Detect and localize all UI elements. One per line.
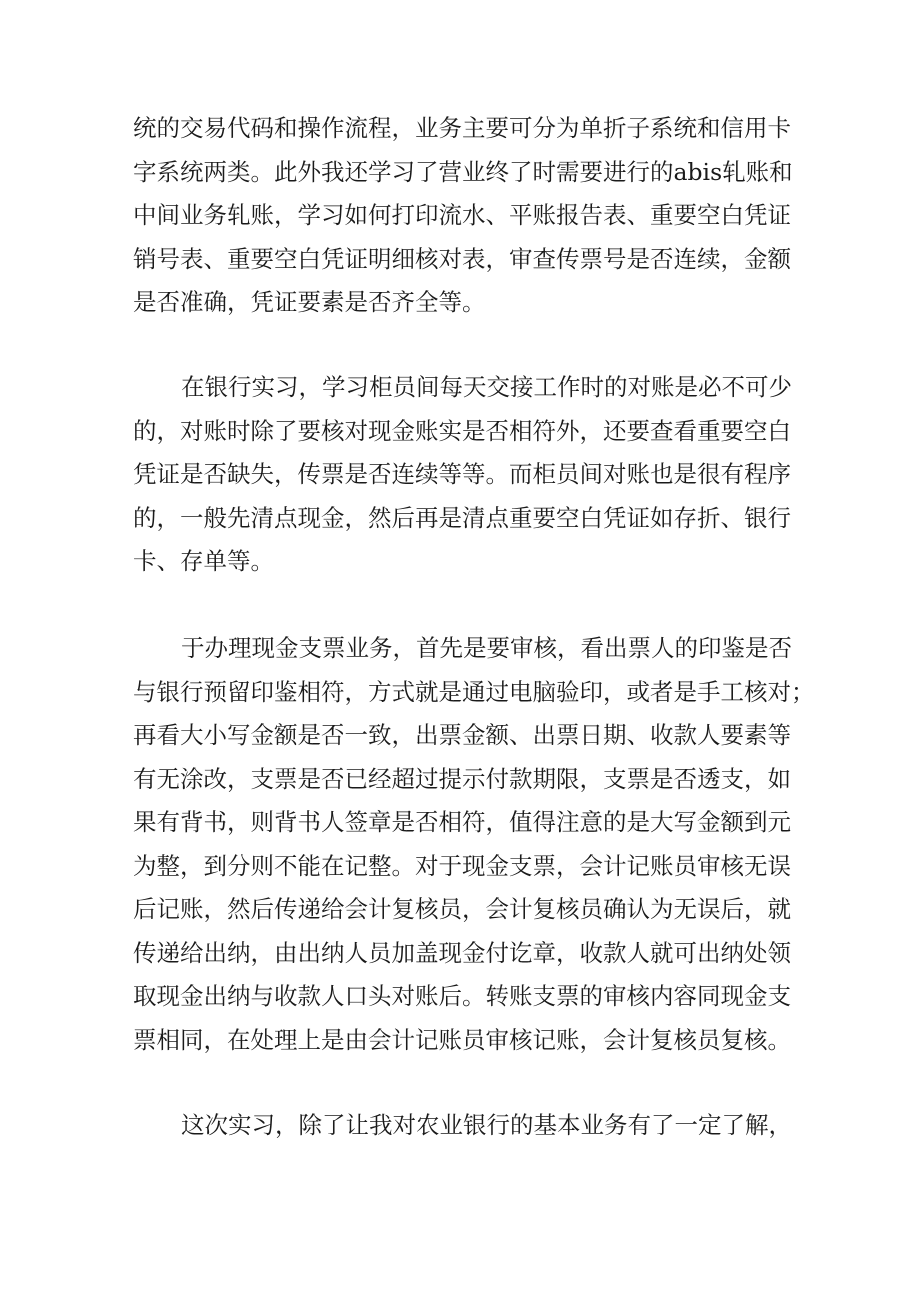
text-line: 为整，到分则不能在记整。对于现金支票，会计记账员审核无误 [133,851,791,880]
text-line: 票相同，在处理上是由会计记账员审核记账，会计复核员复核。 [133,1025,791,1054]
text-line: 销号表、重要空白凭证明细核对表，审查传票号是否连续，金额 [133,244,791,273]
text-line: 中间业务轧账，学习如何打印流水、平账报告表、重要空白凭证 [133,201,791,229]
text-line: 的，对账时除了要核对现金账实是否相符外，还要查看重要空白 [133,416,791,445]
text-line: 再看大小写金额是否一致，出票金额、出票日期、收款人要素等 [133,721,791,749]
text-line: 于办理现金支票业务，首先是要审核，看出票人的印鉴是否 [181,634,792,662]
text-line: 凭证是否缺失，传票是否连续等等。而柜员间对账也是很有程序 [133,460,791,488]
text-line: 果有背书，则背书人签章是否相符，值得注意的是大写金额到元 [133,808,791,836]
text-line: 传递给出纳，由出纳人员加盖现金付讫章，收款人就可出纳处领 [133,938,791,967]
text-line: 取现金出纳与收款人口头对账后。转账支票的审核内容同现金支 [133,982,791,1010]
text-line: 的，一般先清点现金，然后再是清点重要空白凭证如存折、银行 [133,503,791,532]
text-line: 字系统两类。此外我还学习了营业终了时需要进行的abis轧账和 [133,157,793,186]
text-line: 后记账，然后传递给会计复核员，会计复核员确认为无误后，就 [133,895,791,923]
text-line: 是否准确，凭证要素是否齐全等。 [133,288,486,316]
paragraph-1 [133,107,793,325]
paragraph-3 [133,627,815,1062]
text-line: 在银行实习，学习柜员间每天交接工作时的对账是必不可少 [181,373,792,401]
text-line: 有无涂改，支票是否已经超过提示付款期限，支票是否透支，如 [133,764,791,793]
paragraph-2 [133,366,793,584]
text-line: 卡、存单等。 [133,547,274,575]
text-line: 统的交易代码和操作流程，业务主要可分为单折子系统和信用卡 [133,114,791,142]
text-line: 与银行预留印鉴相符，方式就是通过电脑验印，或者是手工核对； [133,677,815,706]
text-line: 这次实习，除了让我对农业银行的基本业务有了一定了解， [181,1111,792,1139]
paragraph-4 [133,1104,793,1148]
